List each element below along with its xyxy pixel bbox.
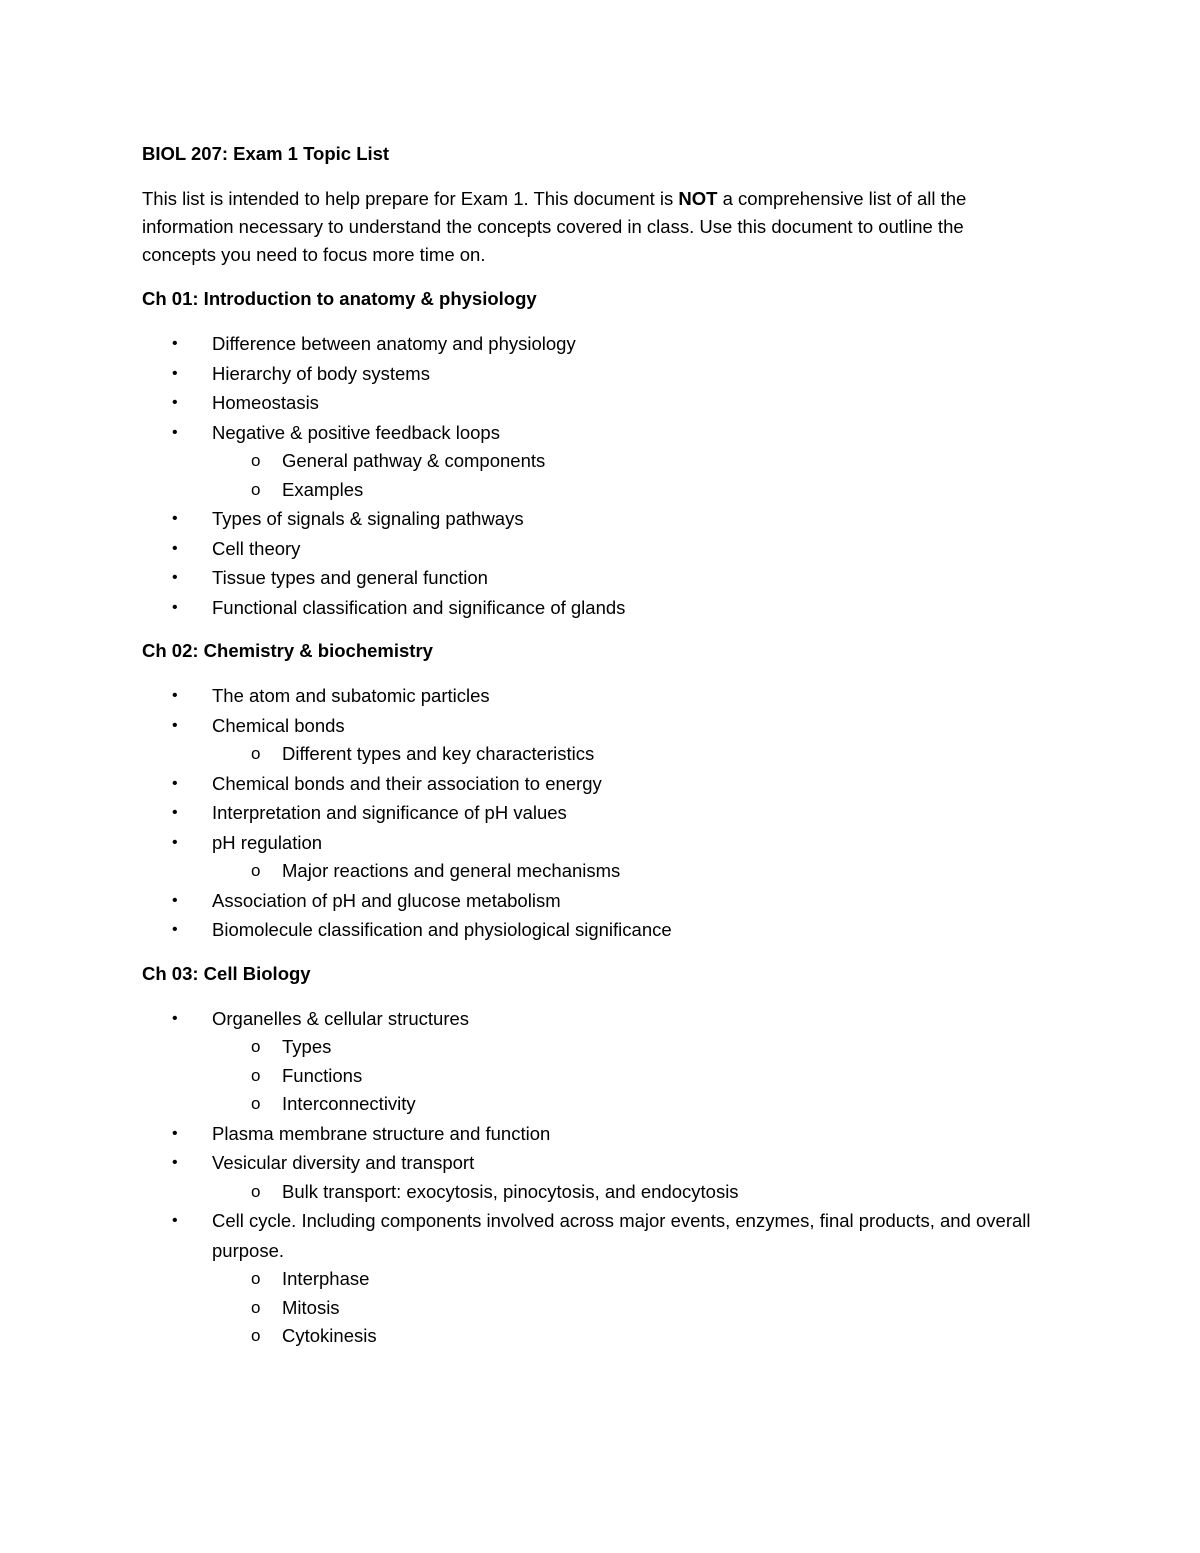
list-item: [142, 681, 1042, 711]
bullet-icon: •: [172, 394, 178, 411]
list-item-text: Cell theory: [212, 537, 301, 559]
sub-list-item: [212, 447, 1042, 476]
document-title: BIOL 207: Exam 1 Topic List: [142, 143, 390, 164]
list-item-text: Chemical bonds: [212, 714, 345, 736]
sub-list-item-text: Bulk transport: exocytosis, pinocytosis, and endocytosis: [282, 1180, 739, 1202]
list-item: [142, 418, 1042, 505]
sub-bullet-icon: o: [251, 1094, 261, 1113]
list-item-text: Association of pH and glucose metabolism: [212, 889, 561, 911]
sub-list: [212, 857, 1042, 886]
sub-bullet-icon: o: [251, 861, 261, 880]
section-heading: Ch 03: Cell Biology: [142, 962, 311, 984]
bullet-icon: •: [172, 510, 178, 527]
sub-list: [212, 1178, 1042, 1207]
list-item: [142, 711, 1042, 769]
list-item: [142, 593, 1042, 623]
sub-bullet-icon: o: [251, 1326, 261, 1345]
sub-list: [212, 740, 1042, 769]
list-item: [142, 388, 1042, 418]
sub-list-item-text: Mitosis: [282, 1296, 340, 1318]
sub-bullet-icon: o: [251, 1181, 261, 1201]
sub-list-item: [212, 1322, 1042, 1351]
bullet-icon: •: [172, 716, 178, 734]
topic-list: [142, 681, 1042, 945]
sub-list: [212, 1265, 1042, 1351]
sub-list-item-text: Functions: [282, 1064, 363, 1086]
sub-list-item-text: Examples: [282, 478, 364, 500]
list-item-text: Homeostasis: [212, 392, 319, 413]
list-item: [142, 534, 1042, 564]
bullet-icon: •: [172, 804, 178, 821]
list-item: [142, 504, 1042, 534]
list-item-text: pH regulation: [212, 831, 323, 853]
bullet-icon: •: [172, 1009, 178, 1027]
sub-list-item: [212, 740, 1042, 769]
sub-bullet-icon: o: [251, 744, 261, 763]
sub-list: [212, 447, 1042, 504]
sub-list-item: [212, 1178, 1042, 1207]
sub-list-item-text: Major reactions and general mechanisms: [282, 860, 621, 881]
list-item: [142, 329, 1042, 359]
sub-list-item-text: General pathway & components: [282, 450, 546, 471]
list-item-text: Vesicular diversity and transport: [212, 1152, 475, 1173]
list-item: [142, 915, 1042, 945]
sub-list-item-text: Cytokinesis: [282, 1325, 377, 1346]
list-item: [142, 563, 1042, 593]
list-item-text: Tissue types and general function: [212, 567, 488, 588]
intro-text-start: This list is intended to help prepare for Exam 1. This document is: [142, 188, 679, 209]
list-item-text: Hierarchy of body systems: [212, 362, 430, 384]
sub-list-item-text: Types: [282, 1036, 332, 1057]
bullet-icon: •: [172, 921, 178, 938]
bullet-icon: •: [172, 364, 178, 382]
list-item: [142, 1004, 1042, 1119]
bullet-icon: •: [172, 1154, 178, 1171]
list-item: [142, 359, 1042, 389]
sub-list-item-text: Different types and key characteristics: [282, 743, 595, 764]
section-heading: Ch 01: Introduction to anatomy & physiology: [142, 288, 537, 309]
list-item: [142, 798, 1042, 828]
sub-list: [212, 1033, 1042, 1119]
topic-list: [142, 329, 1042, 622]
bullet-icon: •: [172, 569, 178, 586]
bullet-icon: •: [172, 539, 178, 557]
sub-list-item: [212, 1062, 1042, 1091]
sub-list-item: [212, 1265, 1042, 1294]
bullet-icon: •: [172, 1212, 178, 1229]
list-item-text: Types of signals & signaling pathways: [212, 508, 524, 529]
list-item-text: Negative & positive feedback loops: [212, 421, 500, 443]
sub-list-item: [212, 857, 1042, 886]
list-item-text: Chemical bonds and their association to energy: [212, 772, 602, 794]
bullet-icon: •: [172, 1124, 178, 1142]
sub-list-item: [212, 1033, 1042, 1062]
list-item: [142, 1119, 1042, 1149]
list-item-text: Interpretation and significance of pH values: [212, 802, 567, 823]
intro-paragraph: [142, 185, 1042, 269]
sub-bullet-icon: o: [251, 1269, 261, 1288]
list-item: [142, 1148, 1042, 1206]
sub-list-item: [212, 1090, 1042, 1119]
document-page: [142, 140, 1042, 1366]
list-item: [142, 828, 1042, 886]
bullet-icon: •: [172, 335, 178, 352]
sub-bullet-icon: o: [251, 1297, 261, 1317]
list-item-text: Plasma membrane structure and function: [212, 1122, 551, 1144]
list-item-text: Functional classification and significance of glands: [212, 596, 626, 618]
bullet-icon: •: [172, 598, 178, 616]
sub-list-item-text: Interphase: [282, 1268, 370, 1289]
sub-bullet-icon: o: [251, 451, 261, 470]
sub-list-item: [212, 476, 1042, 505]
section-heading: Ch 02: Chemistry & biochemistry: [142, 640, 433, 661]
list-item: [142, 1206, 1042, 1351]
bullet-icon: •: [172, 891, 178, 909]
list-item: [142, 769, 1042, 799]
sub-list-item-text: Interconnectivity: [282, 1093, 416, 1114]
sub-bullet-icon: o: [251, 1065, 261, 1085]
list-item: [142, 886, 1042, 916]
intro-text-end: a comprehensive list of all the information necessary to understand the concepts covered in class. Use this document to outline the concepts you need to focus more time on.: [142, 188, 967, 265]
intro-emphasis: NOT: [678, 188, 718, 209]
bullet-icon: •: [172, 774, 178, 792]
list-item-text: Cell cycle. Including components involved across major events, enzymes, final products, and overall purpose.: [212, 1210, 1031, 1261]
sub-bullet-icon: o: [251, 1037, 261, 1056]
list-item-text: Biomolecule classification and physiological significance: [212, 919, 672, 940]
list-item-text: Difference between anatomy and physiology: [212, 333, 576, 354]
bullet-icon: •: [172, 687, 178, 704]
topic-sections: [142, 285, 1042, 1351]
topic-list: [142, 1004, 1042, 1351]
bullet-icon: •: [172, 423, 178, 441]
sub-bullet-icon: o: [251, 479, 261, 499]
list-item-text: The atom and subatomic particles: [212, 685, 490, 706]
list-item-text: Organelles & cellular structures: [212, 1007, 470, 1029]
sub-list-item: [212, 1294, 1042, 1323]
bullet-icon: •: [172, 833, 178, 851]
